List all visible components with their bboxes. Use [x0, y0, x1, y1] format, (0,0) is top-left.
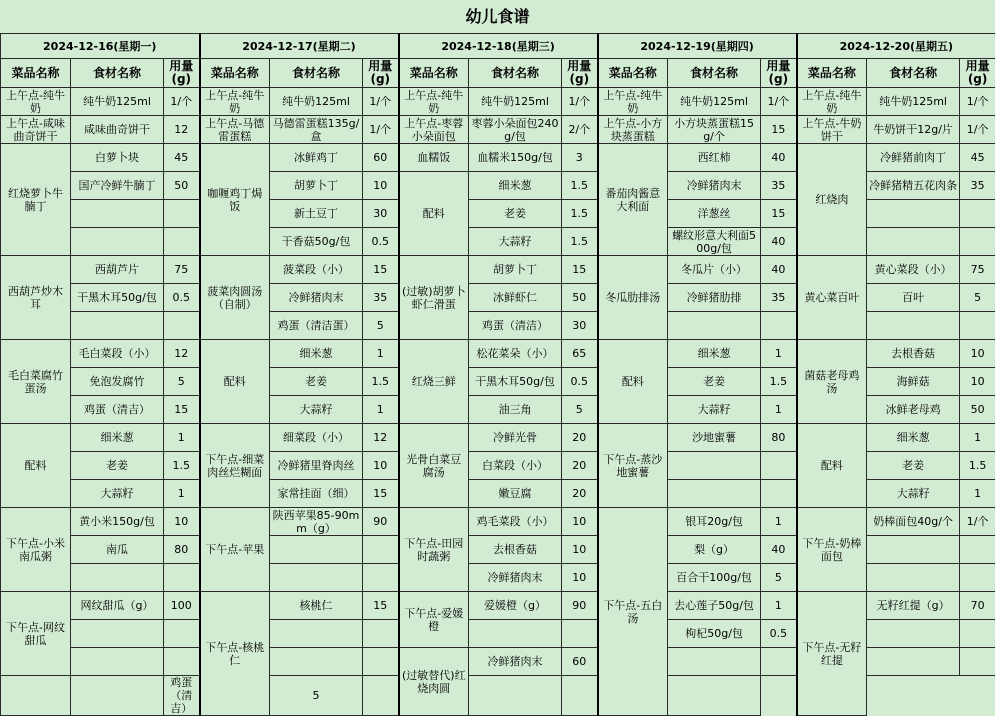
ingredient-amount: 2/个	[562, 116, 598, 144]
ingredient-name: 陕西苹果85-90mm（g）	[270, 508, 363, 536]
ingredient-amount: 0.5	[761, 620, 797, 648]
column-header-ingredient: 食材名称	[867, 59, 960, 88]
ingredient-amount	[363, 536, 399, 564]
ingredient-amount: 100	[164, 592, 200, 620]
ingredient-amount: 90	[562, 592, 598, 620]
ingredient-name: 嫩豆腐	[469, 480, 562, 508]
ingredient-amount: 1.5	[164, 452, 200, 480]
dish-name: 上午点-咸味曲奇饼干	[1, 116, 71, 144]
ingredient-name: 纯牛奶125ml	[867, 88, 960, 116]
ingredient-name: 百叶	[867, 284, 960, 312]
ingredient-name: 冷鲜猪前肉丁	[867, 144, 960, 172]
ingredient-name: 菠菜段（小）	[270, 256, 363, 284]
ingredient-name: 小方块蒸蛋糕15g/个	[668, 116, 761, 144]
ingredient-amount: 1	[363, 396, 399, 424]
ingredient-amount: 40	[761, 228, 797, 256]
ingredient-name: 无籽红提（g）	[867, 592, 960, 620]
ingredient-name	[270, 564, 363, 592]
ingredient-amount: 1.5	[562, 172, 598, 200]
ingredient-amount: 10	[562, 536, 598, 564]
ingredient-amount: 1/个	[960, 88, 995, 116]
ingredient-amount: 35	[363, 284, 399, 312]
ingredient-name: 干黑木耳50g/包	[469, 368, 562, 396]
column-header-dish: 菜品名称	[200, 59, 270, 88]
dish-name: 上午点-纯牛奶	[399, 88, 469, 116]
ingredient-name: 细米葱	[668, 340, 761, 368]
ingredient-amount	[164, 648, 200, 676]
ingredient-amount: 40	[761, 536, 797, 564]
ingredient-amount	[761, 312, 797, 340]
ingredient-amount: 3	[562, 144, 598, 172]
ingredient-amount: 75	[164, 256, 200, 284]
dish-name: 下午点-奶棒面包	[797, 508, 867, 592]
ingredient-name: 奶棒面包40g/个	[867, 508, 960, 536]
dish-name: 配料	[598, 340, 668, 424]
ingredient-name: 冰鲜老母鸡	[867, 396, 960, 424]
ingredient-name: 大蒜籽	[270, 396, 363, 424]
ingredient-amount	[71, 676, 164, 716]
ingredient-name	[867, 564, 960, 592]
ingredient-name: 黄小米150g/包	[71, 508, 164, 536]
ingredient-name: 老姜	[270, 368, 363, 396]
day-date-header: 2024-12-16(星期一)	[1, 34, 200, 59]
ingredient-amount: 1.5	[761, 368, 797, 396]
ingredient-amount: 15	[761, 116, 797, 144]
menu-table	[0, 33, 995, 716]
dish-name: 菠菜肉圆汤（自制）	[200, 256, 270, 340]
ingredient-amount: 45	[164, 144, 200, 172]
dish-name: 毛白菜腐竹蛋汤	[1, 340, 71, 424]
ingredient-name: 新土豆丁	[270, 200, 363, 228]
ingredient-name	[867, 200, 960, 228]
ingredient-name	[71, 620, 164, 648]
ingredient-name: 冷鲜猪精五花肉条	[867, 172, 960, 200]
column-header-dish: 菜品名称	[399, 59, 469, 88]
ingredient-name	[867, 536, 960, 564]
ingredient-name: 冰鲜鸡丁	[270, 144, 363, 172]
ingredient-name: 细米葱	[71, 424, 164, 452]
ingredient-amount	[960, 536, 995, 564]
ingredient-amount: 1	[761, 396, 797, 424]
ingredient-name	[867, 312, 960, 340]
ingredient-amount: 90	[363, 508, 399, 536]
ingredient-name: 老姜	[469, 200, 562, 228]
column-header-ingredient: 食材名称	[469, 59, 562, 88]
dish-name: 配料	[200, 340, 270, 424]
ingredient-amount: 15	[363, 592, 399, 620]
ingredient-name: 冷鲜猪里脊肉丝	[270, 452, 363, 480]
ingredient-name: 国产冷鲜牛腩丁	[71, 172, 164, 200]
ingredient-amount: 40	[761, 144, 797, 172]
dish-name: 下午点-网纹甜瓜	[1, 592, 71, 676]
ingredient-name: 毛白菜段（小）	[71, 340, 164, 368]
day-date-header: 2024-12-19(星期四)	[598, 34, 797, 59]
dish-name: 上午点-纯牛奶	[200, 88, 270, 116]
column-header-ingredient: 食材名称	[71, 59, 164, 88]
ingredient-amount: 1/个	[562, 88, 598, 116]
ingredient-name	[668, 312, 761, 340]
dish-name: 下午点-小米南瓜粥	[1, 508, 71, 592]
dish-name: 下午点-爱媛橙	[399, 592, 469, 648]
ingredient-name: 沙地蜜薯	[668, 424, 761, 452]
ingredient-name: 螺纹形意大利面500g/包	[668, 228, 761, 256]
ingredient-name: 去心莲子50g/包	[668, 592, 761, 620]
ingredient-amount: 0.5	[164, 284, 200, 312]
ingredient-amount	[363, 564, 399, 592]
ingredient-amount	[960, 564, 995, 592]
ingredient-name: 银耳20g/包	[668, 508, 761, 536]
ingredient-name: 冷鲜猪肉末	[270, 284, 363, 312]
ingredient-amount: 1/个	[363, 88, 399, 116]
ingredient-amount: 30	[363, 200, 399, 228]
dish-name: 上午点-马德雷蛋糕	[200, 116, 270, 144]
ingredient-name: 洋葱丝	[668, 200, 761, 228]
ingredient-name: 血糯米150g/包	[469, 144, 562, 172]
ingredient-name: 梨（g）	[668, 536, 761, 564]
ingredient-amount: 80	[761, 424, 797, 452]
ingredient-name: 免泡发腐竹	[71, 368, 164, 396]
ingredient-name: 油三角	[469, 396, 562, 424]
ingredient-name: 大蒜籽	[867, 480, 960, 508]
column-header-amount: 用量(g)	[562, 59, 598, 88]
ingredient-amount: 1	[363, 340, 399, 368]
ingredient-amount: 10	[960, 340, 995, 368]
ingredient-amount: 10	[562, 564, 598, 592]
ingredient-name	[363, 676, 399, 716]
dish-name: 黄心菜百叶	[797, 256, 867, 340]
dish-name: 下午点-苹果	[200, 508, 270, 592]
ingredient-name: 鸡蛋（清洁）	[469, 312, 562, 340]
dish-name: 西葫芦炒木耳	[1, 256, 71, 340]
ingredient-amount: 5	[960, 284, 995, 312]
ingredient-name: 冬瓜片（小）	[668, 256, 761, 284]
ingredient-name	[562, 676, 598, 716]
ingredient-amount: 10	[363, 452, 399, 480]
ingredient-name	[71, 200, 164, 228]
ingredient-amount: 1	[164, 480, 200, 508]
ingredient-amount	[164, 200, 200, 228]
dish-name: 番茄肉酱意大利面	[598, 144, 668, 256]
ingredient-name: 纯牛奶125ml	[71, 88, 164, 116]
ingredient-amount: 1.5	[562, 228, 598, 256]
ingredient-name	[270, 648, 363, 676]
ingredient-name: 去根香菇	[469, 536, 562, 564]
ingredient-amount	[668, 676, 761, 716]
ingredient-name	[668, 452, 761, 480]
ingredient-name: 黄心菜段（小）	[867, 256, 960, 284]
dish-name: 配料	[797, 424, 867, 508]
ingredient-amount: 45	[960, 144, 995, 172]
ingredient-name: 百合干100g/包	[668, 564, 761, 592]
dish-name: 下午点-细菜肉丝烂糊面	[200, 424, 270, 508]
ingredient-amount: 12	[164, 340, 200, 368]
ingredient-amount: 10	[960, 368, 995, 396]
ingredient-name: 纯牛奶125ml	[668, 88, 761, 116]
ingredient-name: 西红柿	[668, 144, 761, 172]
ingredient-name: 白萝卜块	[71, 144, 164, 172]
ingredient-amount	[469, 676, 562, 716]
ingredient-amount: 1/个	[363, 116, 399, 144]
dish-name: (过敏替代)红烧肉圆	[399, 648, 469, 716]
ingredient-amount	[960, 648, 995, 676]
ingredient-name	[1, 676, 71, 716]
ingredient-name: 干黑木耳50g/包	[71, 284, 164, 312]
column-header-amount: 用量(g)	[164, 59, 200, 88]
ingredient-amount	[761, 480, 797, 508]
day-date-header: 2024-12-18(星期三)	[399, 34, 598, 59]
ingredient-name	[71, 564, 164, 592]
ingredient-amount: 70	[960, 592, 995, 620]
dish-name: 下午点-五白汤	[598, 508, 668, 716]
ingredient-name: 冷鲜猪肉末	[469, 564, 562, 592]
column-header-amount: 用量(g)	[363, 59, 399, 88]
ingredient-amount: 5	[164, 368, 200, 396]
ingredient-amount: 1.5	[960, 452, 995, 480]
ingredient-name: 大蒜籽	[469, 228, 562, 256]
ingredient-name: 细米葱	[270, 340, 363, 368]
dish-name: 下午点-核桃仁	[200, 592, 270, 716]
ingredient-name: 大蒜籽	[668, 396, 761, 424]
ingredient-amount	[363, 648, 399, 676]
ingredient-amount: 50	[960, 396, 995, 424]
ingredient-amount: 12	[363, 424, 399, 452]
ingredient-amount: 20	[562, 452, 598, 480]
ingredient-name: 纯牛奶125ml	[270, 88, 363, 116]
ingredient-amount: 15	[761, 200, 797, 228]
ingredient-name: 咸味曲奇饼干	[71, 116, 164, 144]
ingredient-name: 胡萝卜丁	[270, 172, 363, 200]
ingredient-name: 核桃仁	[270, 592, 363, 620]
dish-name: 上午点-纯牛奶	[797, 88, 867, 116]
column-header-dish: 菜品名称	[797, 59, 867, 88]
ingredient-amount	[761, 648, 797, 676]
ingredient-name: 鸡毛菜段（小）	[469, 508, 562, 536]
dish-name: 红烧三鲜	[399, 340, 469, 424]
ingredient-amount: 1	[960, 480, 995, 508]
ingredient-amount	[363, 620, 399, 648]
dish-name: 上午点-小方块蒸蛋糕	[598, 116, 668, 144]
ingredient-amount: 0.5	[363, 228, 399, 256]
ingredient-name	[270, 620, 363, 648]
dish-name: 配料	[399, 172, 469, 256]
ingredient-name	[867, 620, 960, 648]
dish-name: 上午点-枣蓉小朵面包	[399, 116, 469, 144]
ingredient-name: 细菜段（小）	[270, 424, 363, 452]
ingredient-amount	[960, 200, 995, 228]
ingredient-name: 南瓜	[71, 536, 164, 564]
ingredient-amount: 35	[761, 172, 797, 200]
ingredient-name: 网纹甜瓜（g）	[71, 592, 164, 620]
dish-name: 上午点-纯牛奶	[1, 88, 71, 116]
ingredient-amount: 1/个	[164, 88, 200, 116]
ingredient-name	[867, 228, 960, 256]
ingredient-name: 冷鲜猪肉末	[668, 172, 761, 200]
ingredient-amount: 50	[562, 284, 598, 312]
dish-name: 下午点-田园时蔬粥	[399, 508, 469, 592]
day-date-header: 2024-12-17(星期二)	[200, 34, 399, 59]
ingredient-name: 牛奶饼干12g/片	[867, 116, 960, 144]
ingredient-name: 松花菜朵（小）	[469, 340, 562, 368]
ingredient-name: 海鲜菇	[867, 368, 960, 396]
ingredient-amount: 5	[363, 312, 399, 340]
ingredient-amount	[164, 228, 200, 256]
ingredient-name: 干香菇50g/包	[270, 228, 363, 256]
ingredient-amount: 1/个	[960, 116, 995, 144]
dish-name: 下午点-无籽红提	[797, 592, 867, 716]
column-header-amount: 用量(g)	[761, 59, 797, 88]
day-date-header: 2024-12-20(星期五)	[797, 34, 995, 59]
ingredient-name: 冷鲜光骨	[469, 424, 562, 452]
ingredient-amount: 1	[164, 424, 200, 452]
column-header-dish: 菜品名称	[598, 59, 668, 88]
dish-name: 红烧萝卜牛腩丁	[1, 144, 71, 256]
dish-name: 光骨白菜豆腐汤	[399, 424, 469, 508]
ingredient-amount: 60	[363, 144, 399, 172]
ingredient-name: 冷鲜猪肋排	[668, 284, 761, 312]
ingredient-amount: 1	[761, 340, 797, 368]
ingredient-amount	[761, 452, 797, 480]
ingredient-amount: 15	[363, 256, 399, 284]
ingredient-name	[867, 648, 960, 676]
ingredient-name: 老姜	[71, 452, 164, 480]
ingredient-name	[469, 620, 562, 648]
ingredient-amount: 5	[761, 564, 797, 592]
ingredient-name: 家常挂面（细）	[270, 480, 363, 508]
ingredient-name: 细米葱	[469, 172, 562, 200]
ingredient-name: 老姜	[668, 368, 761, 396]
ingredient-name: 白菜段（小）	[469, 452, 562, 480]
page-title: 幼儿食谱	[465, 7, 530, 26]
ingredient-amount: 1	[761, 508, 797, 536]
ingredient-name: 冰鲜虾仁	[469, 284, 562, 312]
ingredient-amount: 20	[562, 424, 598, 452]
ingredient-amount: 10	[562, 508, 598, 536]
ingredient-name: 鸡蛋（清吉）	[71, 396, 164, 424]
ingredient-amount: 65	[562, 340, 598, 368]
ingredient-name: 鸡蛋（清洁蛋）	[270, 312, 363, 340]
ingredient-amount: 30	[562, 312, 598, 340]
ingredient-name	[270, 536, 363, 564]
ingredient-name: 胡萝卜丁	[469, 256, 562, 284]
ingredient-amount: 0.5	[562, 368, 598, 396]
ingredient-amount: 75	[960, 256, 995, 284]
ingredient-name	[71, 648, 164, 676]
column-header-ingredient: 食材名称	[270, 59, 363, 88]
ingredient-name: 西葫芦片	[71, 256, 164, 284]
dish-name: 上午点-牛奶饼干	[797, 116, 867, 144]
ingredient-amount: 1/个	[761, 88, 797, 116]
dish-name: 配料	[1, 424, 71, 508]
ingredient-amount: 60	[562, 648, 598, 676]
ingredient-amount: 15	[164, 396, 200, 424]
ingredient-name: 老姜	[867, 452, 960, 480]
ingredient-name: 冷鲜猪肉末	[469, 648, 562, 676]
dish-name: 下午点-蒸沙地蜜薯	[598, 424, 668, 508]
ingredient-amount: 1	[960, 424, 995, 452]
ingredient-name: 大蒜籽	[71, 480, 164, 508]
ingredient-amount: 1/个	[960, 508, 995, 536]
ingredient-name	[71, 312, 164, 340]
ingredient-name	[668, 648, 761, 676]
dish-name: 菌菇老母鸡汤	[797, 340, 867, 424]
ingredient-name: 马德雷蛋糕135g/盒	[270, 116, 363, 144]
ingredient-amount: 20	[562, 480, 598, 508]
column-header-amount: 用量(g)	[960, 59, 995, 88]
ingredient-amount	[164, 312, 200, 340]
ingredient-amount: 35	[960, 172, 995, 200]
ingredient-amount	[960, 312, 995, 340]
ingredient-name	[71, 228, 164, 256]
ingredient-amount: 10	[164, 508, 200, 536]
ingredient-amount: 1	[761, 592, 797, 620]
ingredient-amount: 1.5	[363, 368, 399, 396]
ingredient-amount: 15	[363, 480, 399, 508]
ingredient-amount: 1.5	[562, 200, 598, 228]
ingredient-name: 细米葱	[867, 424, 960, 452]
dish-name: 血糯饭	[399, 144, 469, 172]
ingredient-amount: 10	[363, 172, 399, 200]
column-header-ingredient: 食材名称	[668, 59, 761, 88]
ingredient-amount: 80	[164, 536, 200, 564]
ingredient-amount: 5	[562, 396, 598, 424]
dish-name: 冬瓜肋排汤	[598, 256, 668, 340]
ingredient-name: 纯牛奶125ml	[469, 88, 562, 116]
ingredient-amount: 5	[270, 676, 363, 716]
ingredient-amount: 35	[761, 284, 797, 312]
dish-name: (过敏)胡萝卜虾仁滑蛋	[399, 256, 469, 340]
ingredient-name: 鸡蛋（清吉）	[164, 676, 200, 716]
ingredient-name: 枸杞50g/包	[668, 620, 761, 648]
ingredient-amount: 50	[164, 172, 200, 200]
ingredient-amount	[960, 228, 995, 256]
ingredient-amount	[164, 564, 200, 592]
ingredient-name	[668, 480, 761, 508]
ingredient-amount	[562, 620, 598, 648]
ingredient-amount	[164, 620, 200, 648]
column-header-dish: 菜品名称	[1, 59, 71, 88]
dish-name: 红烧肉	[797, 144, 867, 256]
ingredient-amount: 40	[761, 256, 797, 284]
ingredient-name: 枣蓉小朵面包240g/包	[469, 116, 562, 144]
ingredient-amount: 15	[562, 256, 598, 284]
dish-name: 咖喱鸡丁焗饭	[200, 144, 270, 256]
dish-name: 上午点-纯牛奶	[598, 88, 668, 116]
ingredient-name: 爱媛橙（g）	[469, 592, 562, 620]
ingredient-name: 去根香菇	[867, 340, 960, 368]
ingredient-amount: 12	[164, 116, 200, 144]
ingredient-amount	[960, 620, 995, 648]
